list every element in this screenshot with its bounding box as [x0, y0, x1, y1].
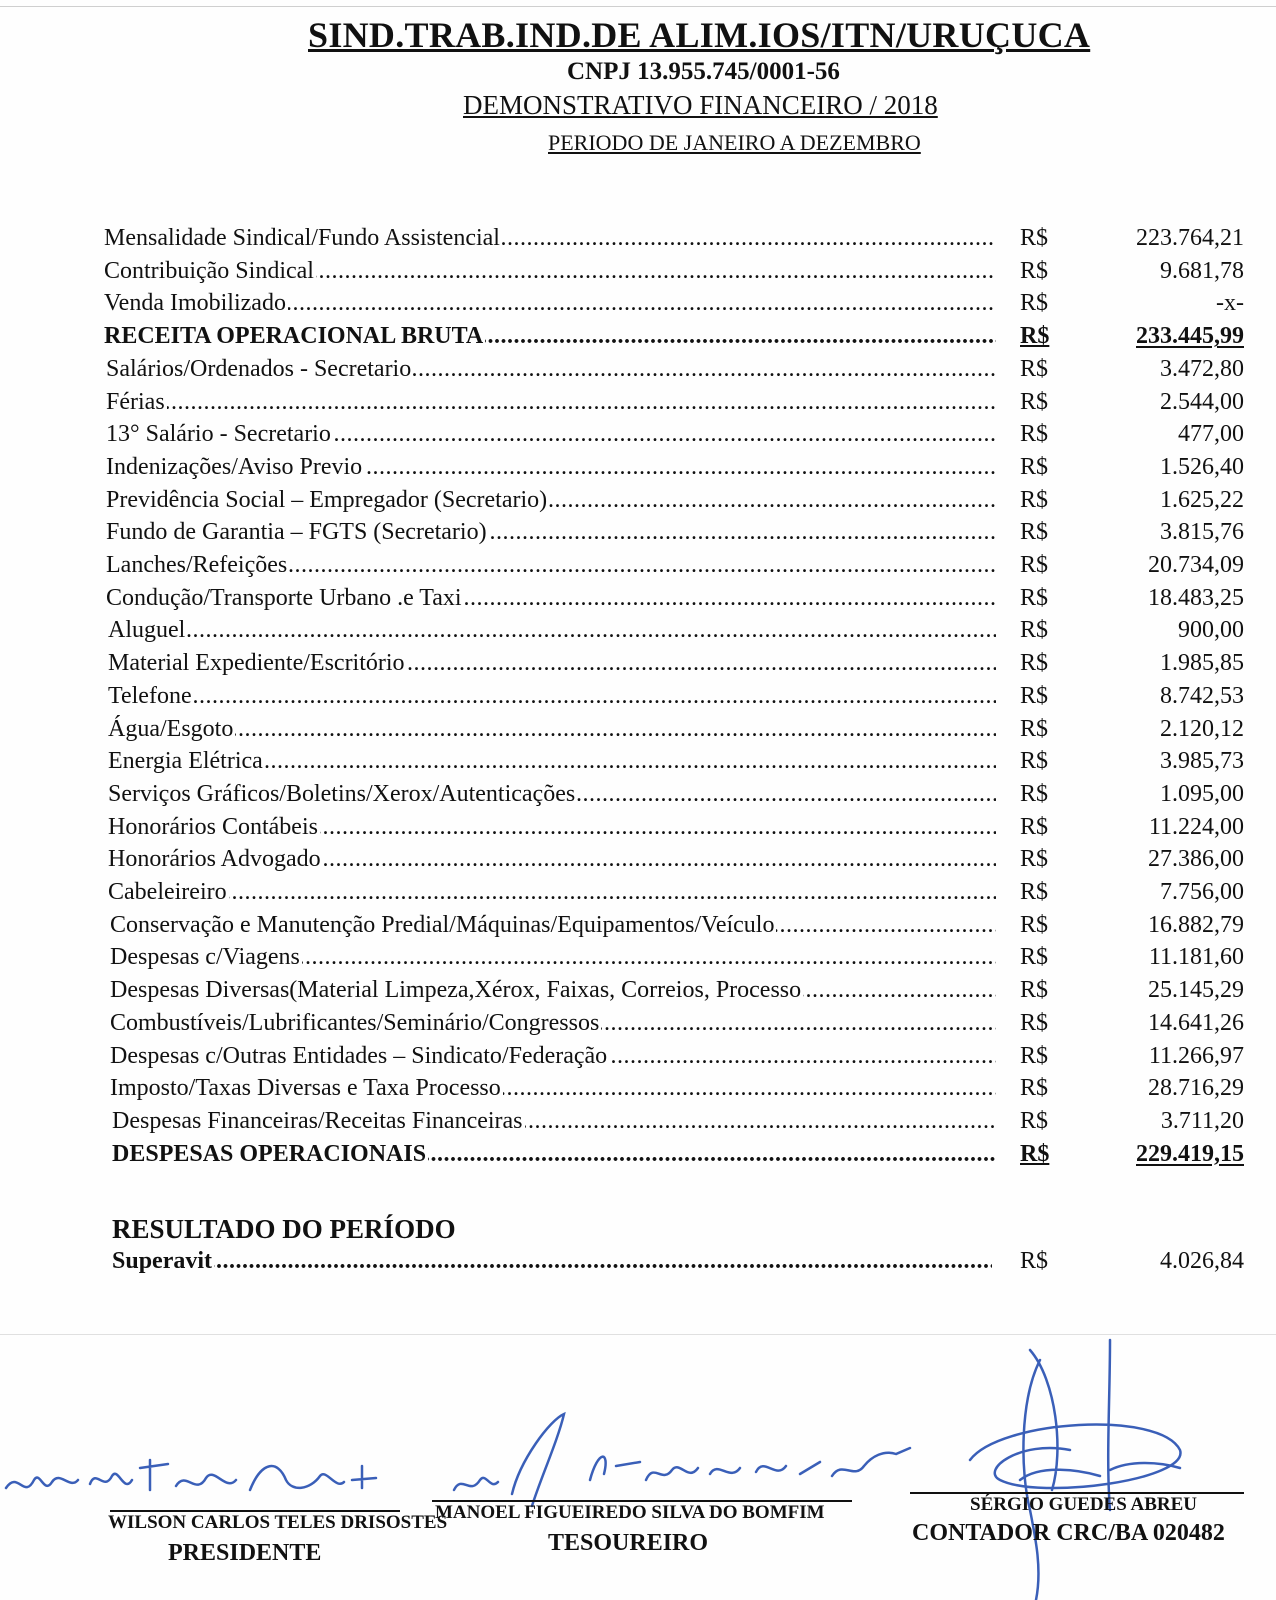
row-currency: R$	[1020, 1075, 1049, 1102]
surplus-amount: 4.026,84	[1160, 1248, 1244, 1274]
surplus-label: Superavit .....	[112, 1245, 992, 1277]
statement-row	[0, 778, 1276, 810]
statement-row	[0, 516, 1276, 548]
row-currency: R$	[1020, 780, 1049, 807]
statement-row	[0, 582, 1276, 614]
statement-row	[0, 1040, 1276, 1072]
row-amount: 229.419,15	[1136, 1140, 1244, 1167]
president-name: WILSON CARLOS TELES DRISOSTES	[108, 1512, 448, 1533]
row-currency: R$	[1020, 257, 1049, 284]
row-label: Fundo de Garantia – FGTS (Secretario) .....	[106, 516, 996, 548]
statement-row	[0, 386, 1276, 418]
row-currency: R$	[1020, 584, 1049, 611]
row-amount: 3.815,76	[1160, 519, 1244, 546]
row-label: Despesas c/Outras Entidades – Sindicato/Federação .....	[110, 1040, 996, 1072]
treasurer-signature-handwriting	[440, 1410, 930, 1510]
president-role: PRESIDENTE	[168, 1540, 322, 1566]
row-label: Honorários Contábeis .....	[108, 811, 996, 843]
scan-fold-line	[0, 1334, 1276, 1335]
row-label: Lanches/Refeições .....	[106, 549, 996, 581]
row-label: Serviços Gráficos/Boletins/Xerox/Autenticações .....	[108, 778, 996, 810]
statement-row	[0, 843, 1276, 875]
row-amount: 3.985,73	[1160, 748, 1244, 775]
statement-row	[0, 680, 1276, 712]
row-label: Férias .....	[106, 386, 996, 418]
row-amount: 223.764,21	[1136, 225, 1244, 251]
cnpj-number: CNPJ 13.955.745/0001-56	[567, 58, 840, 85]
row-amount: 11.266,97	[1148, 1042, 1244, 1069]
statement-row	[0, 320, 1276, 352]
row-label: DESPESAS OPERACIONAIS .....	[112, 1138, 996, 1170]
statement-row	[0, 1072, 1276, 1104]
row-amount: 20.734,09	[1148, 552, 1244, 578]
row-currency: R$	[1020, 748, 1049, 775]
statement-row	[0, 909, 1276, 941]
row-currency: R$	[1020, 421, 1049, 448]
organization-name: SIND.TRAB.IND.DE ALIM.IOS/ITN/URUÇUCA	[308, 15, 1091, 55]
statement-row	[0, 549, 1276, 581]
accountant-signature-strokes	[970, 1340, 1180, 1600]
row-currency: R$	[1020, 388, 1049, 415]
row-amount: 14.641,26	[1148, 1009, 1244, 1036]
accountant-name: SÉRGIO GUEDES ABREU	[970, 1494, 1198, 1515]
row-label: Imposto/Taxas Diversas e Taxa Processo .....	[110, 1072, 996, 1104]
row-currency: R$	[1020, 519, 1049, 546]
row-currency: R$	[1020, 617, 1049, 644]
row-currency: R$	[1020, 323, 1050, 350]
row-amount: 9.681,78	[1160, 257, 1244, 284]
row-currency: R$	[1020, 453, 1049, 480]
row-currency: R$	[1020, 650, 1049, 677]
row-amount: 477,00	[1178, 421, 1244, 448]
row-amount: 2.544,00	[1160, 388, 1244, 415]
row-label: Indenizações/Aviso Previo .....	[106, 451, 996, 483]
row-amount: 2.120,12	[1160, 715, 1244, 742]
statement-row	[0, 941, 1276, 973]
row-amount: 18.483,25	[1148, 584, 1244, 611]
row-label: RECEITA OPERACIONAL BRUTA .....	[104, 320, 996, 352]
row-label: Energia Elétrica .....	[108, 745, 996, 777]
row-currency: R$	[1020, 1140, 1050, 1167]
row-label: Cabeleireiro .....	[108, 876, 996, 908]
row-currency: R$	[1020, 355, 1049, 382]
president-signature-strokes	[6, 1460, 376, 1490]
row-currency: R$	[1020, 552, 1049, 578]
statement-row	[0, 614, 1276, 646]
statement-row	[0, 255, 1276, 287]
statement-row	[0, 1138, 1276, 1170]
row-currency: R$	[1020, 682, 1049, 709]
row-label: Despesas c/Viagens .....	[110, 941, 996, 973]
result-heading: RESULTADO DO PERÍODO	[112, 1214, 456, 1244]
statement-row	[0, 222, 1276, 254]
row-label: 13° Salário - Secretario .....	[106, 418, 996, 450]
statement-row	[0, 418, 1276, 450]
row-currency: R$	[1020, 911, 1049, 938]
row-amount: 233.445,99	[1136, 323, 1244, 350]
statement-title: DEMONSTRATIVO FINANCEIRO / 2018	[463, 90, 938, 120]
row-currency: R$	[1020, 977, 1049, 1004]
row-label: Despesas Financeiras/Receitas Financeiras .....	[112, 1105, 996, 1137]
row-label: Salários/Ordenados - Secretario .....	[106, 353, 996, 385]
row-label: Mensalidade Sindical/Fundo Assistencial .....	[104, 222, 996, 254]
statement-row	[0, 647, 1276, 679]
row-amount: 8.742,53	[1160, 682, 1244, 709]
treasurer-name: MANOEL FIGUEIREDO SILVA DO BOMFIM	[435, 1502, 825, 1523]
row-label: Venda Imobilizado .....	[104, 287, 996, 319]
row-amount: 3.711,20	[1160, 1107, 1244, 1134]
row-amount: 28.716,29	[1148, 1075, 1244, 1102]
row-label: Contribuição Sindical .....	[104, 255, 996, 287]
row-amount: 25.145,29	[1148, 977, 1244, 1004]
row-currency: R$	[1020, 1107, 1049, 1134]
statement-row	[0, 1007, 1276, 1039]
statement-row	[0, 811, 1276, 843]
statement-row	[0, 876, 1276, 908]
row-currency: R$	[1020, 1042, 1049, 1069]
row-amount: 1.526,40	[1160, 453, 1244, 480]
statement-period: PERIODO DE JANEIRO A DEZEMBRO	[548, 130, 921, 155]
statement-row	[0, 1105, 1276, 1137]
row-currency: R$	[1020, 944, 1049, 971]
row-amount: -x-	[1216, 290, 1244, 317]
row-label: Honorários Advogado .....	[108, 843, 996, 875]
row-amount: 1.625,22	[1160, 486, 1244, 513]
row-amount: 16.882,79	[1148, 911, 1244, 938]
accountant-signature-handwriting	[960, 1340, 1200, 1600]
row-amount: 7.756,00	[1160, 879, 1244, 905]
statement-row	[0, 287, 1276, 319]
accountant-role: CONTADOR CRC/BA 020482	[912, 1520, 1225, 1546]
surplus-row	[0, 1245, 1276, 1277]
row-label: Combustíveis/Lubrificantes/Seminário/Congressos .....	[110, 1007, 996, 1039]
statement-row	[0, 745, 1276, 777]
row-label: Água/Esgoto .....	[108, 713, 996, 745]
row-amount: 1.985,85	[1160, 650, 1244, 677]
row-label: Aluguel .....	[108, 614, 996, 646]
row-label: Despesas Diversas(Material Limpeza,Xérox, Faixas, Correios, Processo .....	[110, 974, 996, 1006]
row-amount: 3.472,80	[1160, 355, 1244, 382]
statement-row	[0, 484, 1276, 516]
statement-row	[0, 353, 1276, 385]
row-amount: 1.095,00	[1160, 780, 1244, 807]
president-signature-handwriting	[0, 1440, 400, 1510]
row-currency: R$	[1020, 846, 1049, 873]
row-label: Material Expediente/Escritório .....	[108, 647, 996, 679]
statement-row	[0, 974, 1276, 1006]
treasurer-signature-strokes	[454, 1414, 910, 1506]
row-amount: 900,00	[1178, 617, 1244, 644]
row-amount: 11.181,60	[1148, 944, 1244, 971]
treasurer-role: TESOUREIRO	[548, 1530, 709, 1556]
row-label: Condução/Transporte Urbano .e Taxi .....	[106, 582, 996, 614]
row-label: Previdência Social – Empregador (Secretario) .....	[106, 484, 996, 516]
row-currency: R$	[1020, 879, 1049, 905]
row-currency: R$	[1020, 290, 1049, 317]
row-label: Conservação e Manutenção Predial/Máquinas/Equipamentos/Veículo .....	[110, 909, 996, 941]
statement-row	[0, 451, 1276, 483]
row-amount: 11.224,00	[1148, 813, 1244, 840]
row-label: Telefone .....	[108, 680, 996, 712]
row-currency: R$	[1020, 1009, 1049, 1036]
row-currency: R$	[1020, 225, 1049, 251]
row-amount: 27.386,00	[1148, 846, 1244, 873]
row-currency: R$	[1020, 813, 1049, 840]
statement-row	[0, 713, 1276, 745]
surplus-currency: R$	[1020, 1248, 1049, 1274]
row-currency: R$	[1020, 486, 1049, 513]
row-currency: R$	[1020, 715, 1049, 742]
